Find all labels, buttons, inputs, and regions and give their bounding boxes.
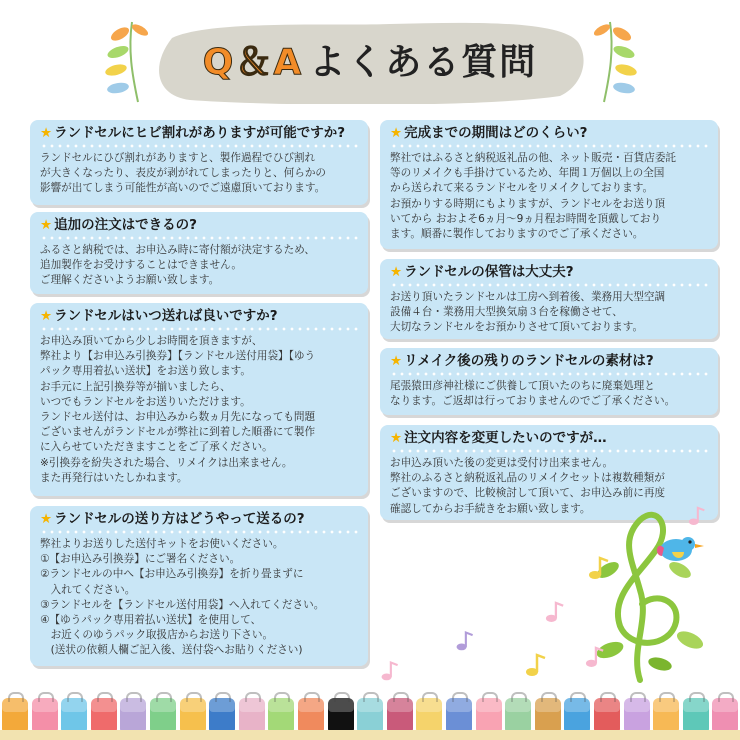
star-icon: ★: [390, 353, 403, 369]
faq-answer: 弊社よりお送りした送付キットをお使いください。 ①【お申込み引換券】にご署名ください。 ②ランドセルの中へ【お申込み引換券】を折り畳まずに 入れてください。 ③ランドセルを【ランドセル送付用袋】へ入れてください。 ④【ゆうパック専用着払い送状】を使用して、 お近くのゆうパック取扱店からお送り下さい。 (送状の依頼人欄ご記入後、送付袋へお貼りください): [40, 538, 325, 657]
faq-answer: 尾張猿田彦神社様にご供養して頂いたのちに廃棄処理と なります。ご返却は行っておりませんのでご了承ください。: [390, 380, 676, 408]
faq-question: ランドセルにヒビ割れがありますが可能ですか?: [54, 125, 346, 141]
randoseru-icon: [268, 698, 294, 732]
randoseru-icon: [564, 698, 590, 732]
randoseru-icon: [505, 698, 531, 732]
star-icon: ★: [40, 125, 53, 141]
qa-label: Q＆A: [202, 42, 304, 83]
faq-answer: お送り頂いたランドセルは工房へ到着後、業務用大型空調 設備４台・業務用大型換気扇３台を稼働させて、 大切なランドセルをお預かりさせて頂いております。: [390, 291, 666, 334]
randoseru-icon: [535, 698, 561, 732]
randoseru-icon: [91, 698, 117, 732]
ground-strip: [0, 730, 740, 740]
dotted-divider: [40, 327, 360, 331]
music-note-icon: [688, 505, 706, 527]
leaf-sprig-right-icon: [594, 14, 644, 104]
randoseru-icon: [209, 698, 235, 732]
faq-card: [30, 506, 368, 666]
star-icon: ★: [40, 217, 53, 233]
star-icon: ★: [40, 511, 53, 527]
dotted-divider: [40, 144, 360, 148]
randoseru-icon: [446, 698, 472, 732]
leaf-sprig-left-icon: [98, 14, 148, 104]
faq-answer: ランドセルにひび割れがありますと、製作過程でひび割れ が大きくなったり、表皮が剥がれてしまったりと、何らかの 影響が出てしまう可能性が高いのでご遠慮頂いております。: [40, 152, 327, 195]
faq-answer: 弊社ではふるさと納税返礼品の他、ネット販売・百貨店委託 等のリメイクも手掛けているため、年間１万個以上の全国 から送られて来るランドセルをリメイクしております。 お預かりする時期にもよりますが、ランドセルをお送り頂 いてから おおよそ6ヵ月〜9ヵ月程お時間を頂戴しており ます。順番に製作しておりますのでご了承ください。: [390, 152, 677, 241]
faq-card: [30, 212, 368, 294]
dotted-divider: [390, 144, 710, 148]
dotted-divider: [390, 449, 710, 453]
randoseru-icon: [180, 698, 206, 732]
star-icon: ★: [390, 430, 403, 446]
faq-answer: お申込み頂いた後の変更は受付け出来ません。 弊社のふるさと納税返礼品のリメイクセットは複数種類が ございますので、比較検討して頂いて、お申込み前に再度 確認してからお手続きをお願い致します。: [390, 457, 666, 515]
star-icon: ★: [40, 308, 53, 324]
randoseru-icon: [150, 698, 176, 732]
randoseru-icon: [712, 698, 738, 732]
randoseru-icon: [594, 698, 620, 732]
randoseru-icon: [32, 698, 58, 732]
faq-card: [30, 303, 368, 496]
faq-question: 完成までの期間はどのくらい?: [404, 125, 588, 141]
faq-card: [30, 120, 368, 205]
faq-question: ランドセルの保管は大丈夫?: [404, 264, 574, 280]
dotted-divider: [40, 530, 360, 534]
music-note-icon: [545, 600, 565, 624]
faq-question: ランドセルはいつ送れば良いですか?: [54, 308, 278, 324]
title-label: よくある質問: [309, 42, 538, 83]
page-title: [150, 16, 590, 104]
music-note-icon: [525, 652, 547, 678]
dotted-divider: [40, 236, 360, 240]
randoseru-icon: [61, 698, 87, 732]
faq-answer: ふるさと納税では、お申込み時に寄付額が決定するため、 追加製作をお受けすることはできません。 ご理解くださいようお願い致します。: [40, 244, 316, 287]
randoseru-icon: [357, 698, 383, 732]
faq-question: 追加の注文はできるの?: [54, 217, 197, 233]
randoseru-icon: [653, 698, 679, 732]
randoseru-icon: [328, 698, 354, 732]
faq-answer: お申込み頂いてから少しお時間を頂きますが、 弊社より【お申込み引換券】【ランドセル送付用袋】【ゆう パック専用着払い送状】をお送り致します。 お手元に上記引換券等が揃いましたら、 いつでもランドセルをお送りいただけます。 ランドセル送付は、お申込みから数ヵ月先になっても問題 ございませんがランドセルが弊社に到着した順番にて製作 に入らせていただきますことをご了承ください。 ※引換券を紛失された場合、リメイクは出来ません。 また再発行はいたしかねます。: [40, 335, 316, 484]
randoseru-icon: [416, 698, 442, 732]
randoseru-icon: [387, 698, 413, 732]
faq-question: リメイク後の残りのランドセルの素材は?: [404, 353, 654, 369]
randoseru-icon: [476, 698, 502, 732]
randoseru-icon: [683, 698, 709, 732]
star-icon: ★: [390, 125, 403, 141]
faq-question: ランドセルの送り方はどうやって送るの?: [54, 511, 305, 527]
randoseru-icon: [239, 698, 265, 732]
music-note-icon: [588, 555, 610, 581]
faq-card: [380, 120, 718, 249]
randoseru-icon: [624, 698, 650, 732]
music-note-icon: [380, 660, 400, 682]
faq-card: [380, 259, 718, 339]
dotted-divider: [390, 372, 710, 376]
randoseru-icon: [2, 698, 28, 732]
music-note-icon: [455, 630, 475, 652]
music-note-icon: [585, 645, 605, 669]
randoseru-icon: [120, 698, 146, 732]
dotted-divider: [390, 283, 710, 287]
star-icon: ★: [390, 264, 403, 280]
faq-card: [380, 348, 718, 415]
faq-question: 注文内容を変更したいのですが…: [404, 430, 607, 446]
randoseru-icon: [298, 698, 324, 732]
